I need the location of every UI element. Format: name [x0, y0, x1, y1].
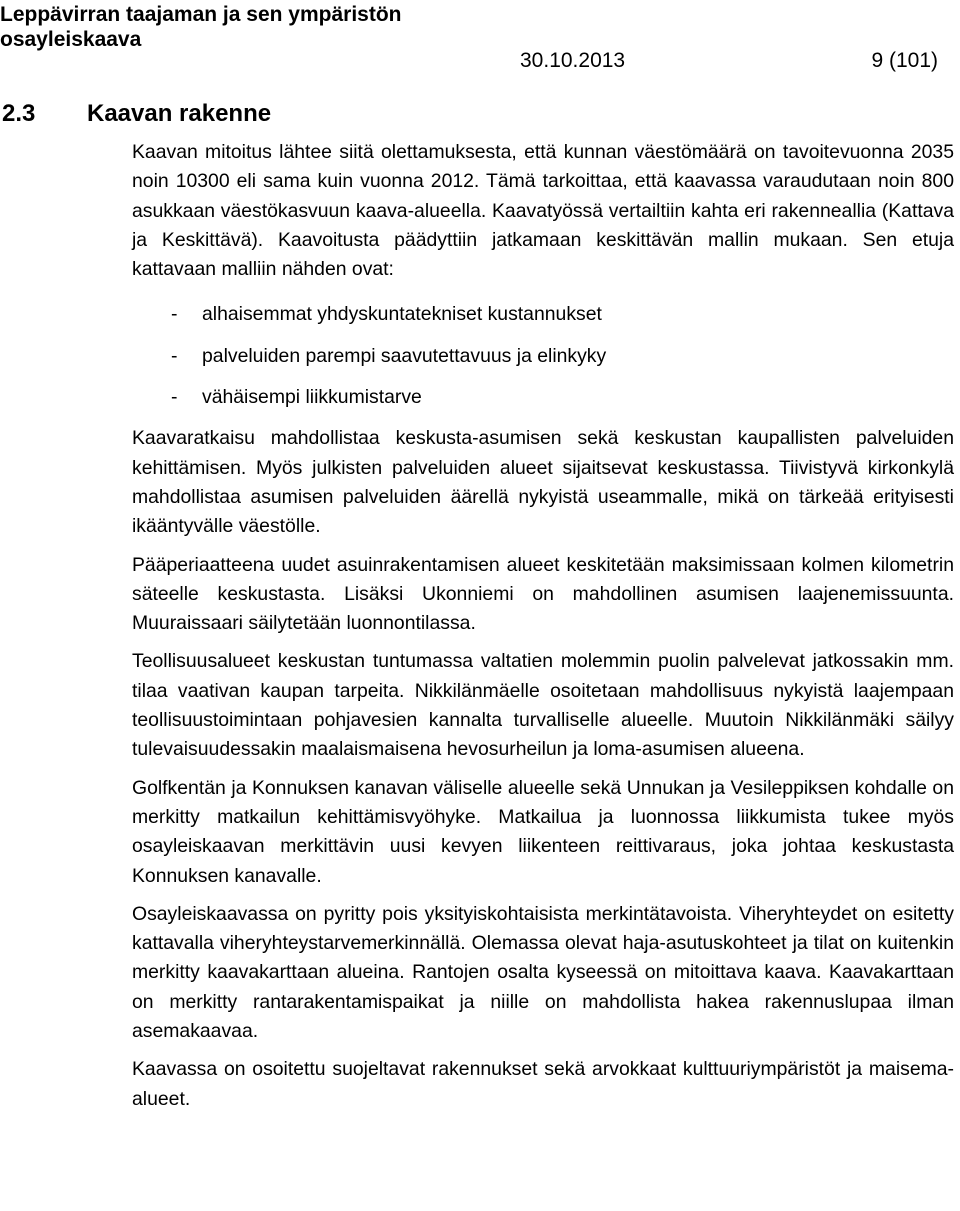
paragraph-7: Kaavassa on osoitettu suojeltavat rakennukset sekä arvokkaat kulttuuriympäristöt ja maisema-alueet.: [132, 1058, 954, 1110]
paragraph-1: Kaavan mitoitus lähtee siitä olettamuksesta, että kunnan väestömäärä on tavoitevuonna 2035 noin 10300 eli sama kuin vuonna 2012. Tämä tarkoittaa, että kaavassa varaudutaan noin 800 asukkaan väestökasvuun kaava-alueella. Kaavatyössä vertailtiin kahta eri rakenneallia (Kattava ja Keskittävä). Kaavoitusta päädyttiin jatkamaan keskittävän mallin mukaan. Sen etuja kattavaan malliin nähden ovat:: [132, 141, 954, 281]
paragraph-6: Osayleiskaavassa on pyritty pois yksityiskohtaisista merkintätavoista. Viheryhteydet on esitetty kattavalla viheryhteystarvemerkinnällä. Olemassa olevat haja-asutuskohteet ja tilat on kuitenkin merkitty kaavakarttaan alueina. Rantojen osalta kyseessä on mitoittava kaava. Kaavakarttaan on merkitty rantarakentamispaikat ja niille on mahdollista hakea rakennuslupaa ilman asemakaavaa.: [132, 902, 954, 1043]
list-dash: -: [171, 303, 178, 326]
list-item: [132, 342, 954, 371]
section-number: 2.3: [2, 100, 36, 127]
advantages-list: [132, 300, 954, 412]
list-dash: -: [171, 386, 178, 409]
section-title: Kaavan rakenne: [87, 100, 272, 127]
list-item: [132, 383, 954, 412]
list-dash: -: [171, 344, 178, 367]
paragraph-4: Teollisuusalueet keskustan tuntumassa valtatien molemmin puolin palvelevat jatkossakin mm. tilaa vaativan kaupan tarpeita. Nikkilänmäelle osoitetaan mahdollisuus nykyistä laajempaan teollisuustoimintaan pohjavesien kannalta turvalliselle alueelle. Muutoin Nikkilänmäki säilyy tulevaisuudessakin maalaismaisena hevosurheilun ja loma-asumisen alueena.: [132, 650, 954, 761]
paragraph-2: Kaavaratkaisu mahdollistaa keskusta-asumisen sekä keskustan kaupallisten palveluiden kehittämisen. Myös julkisten palveluiden alueet sijaitsevat keskustassa. Tiivistyvä kirkonkylä mahdollistaa asumisen palveluiden äärellä nykyistä useammalle, mikä on tärkeää erityisesti ikääntyvälle väestölle.: [132, 427, 954, 538]
document-title: [0, 2, 401, 52]
document-title-line-2: osayleiskaava: [0, 28, 142, 51]
section-body: [132, 138, 954, 1114]
list-item-text: palveluiden parempi saavutettavuus ja elinkyky: [202, 344, 607, 367]
document-date: 30.10.2013: [520, 49, 626, 72]
list-item: [132, 300, 954, 329]
document-title-line-1: Leppävirran taajaman ja sen ympäristön: [0, 3, 402, 26]
page-number: 9 (101): [871, 49, 938, 72]
section-heading: [2, 96, 271, 132]
header-meta: [520, 46, 938, 76]
list-item-text: vähäisempi liikkumistarve: [202, 386, 422, 409]
list-item-text: alhaisemmat yhdyskuntatekniset kustannukset: [202, 303, 602, 326]
paragraph-3: Pääperiaatteena uudet asuinrakentamisen alueet keskitetään maksimissaan kolmen kilometrin säteelle keskustasta. Lisäksi Ukonniemi on mahdollinen asumisen laajenemissuunta. Muuraissaari säilytetään luonnontilassa.: [132, 553, 954, 635]
paragraph-5: Golfkentän ja Konnuksen kanavan väliselle alueelle sekä Unnukan ja Vesileppiksen kohdalle on merkitty matkailun kehittämisvyöhyke. Matkailua ja luonnossa liikkumista tukee myös osayleiskaavan merkittävin uusi kevyen liikenteen reittivaraus, joka johtaa keskustasta Konnuksen kanavalle.: [132, 776, 954, 887]
